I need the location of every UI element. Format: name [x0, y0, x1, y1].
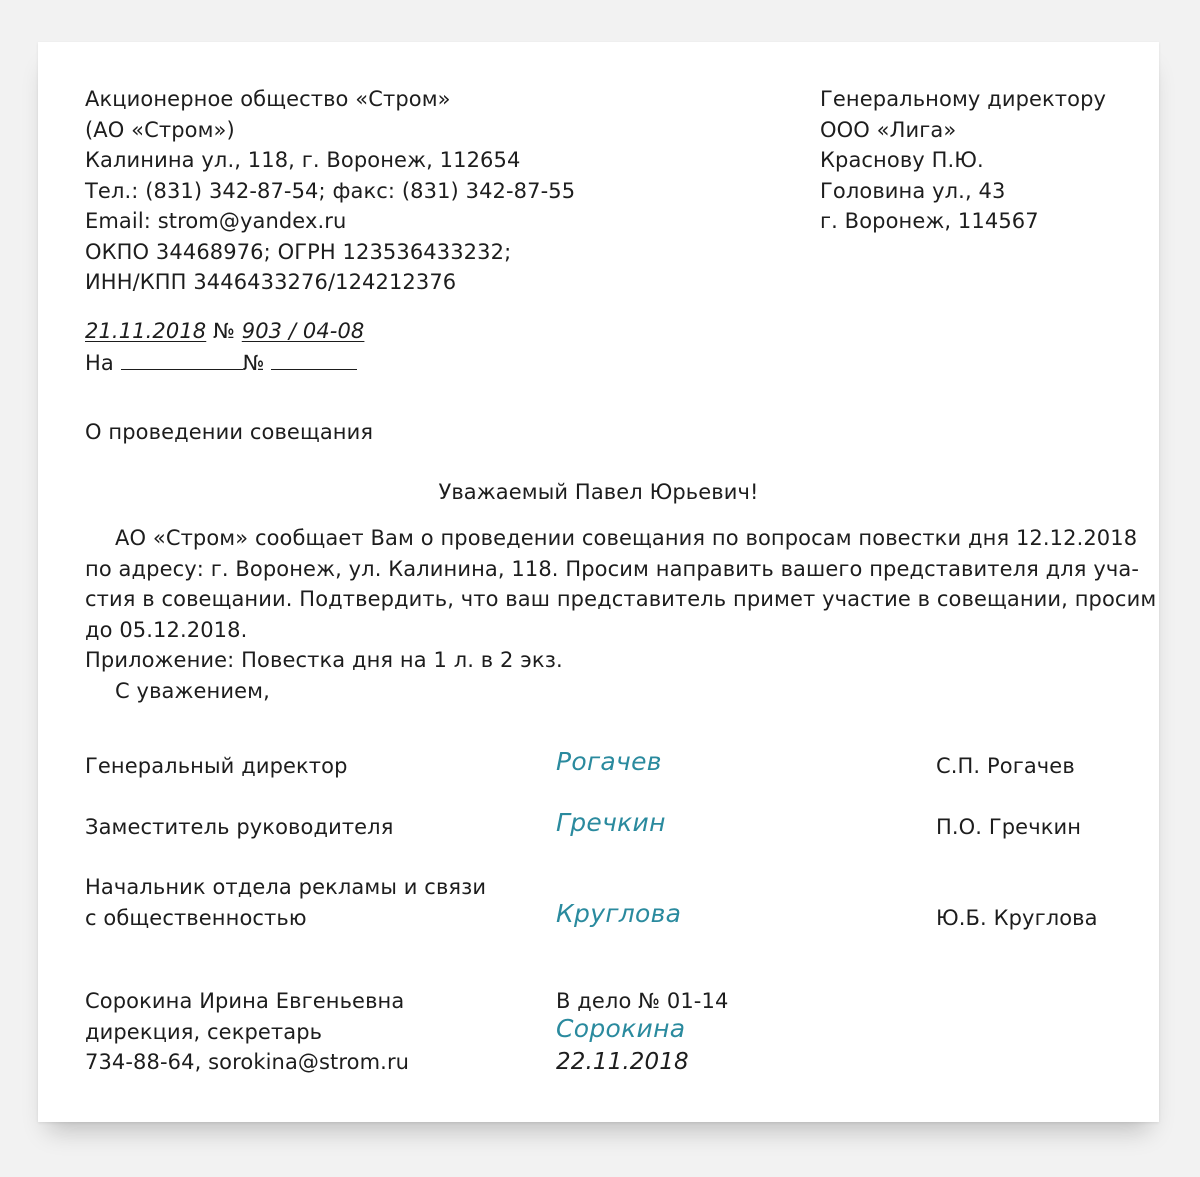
handwritten-signature: Рогачев: [556, 747, 662, 776]
signer-position-line: Начальник отдела рекламы и связи: [85, 875, 487, 899]
executor-line: дирекция, секретарь: [85, 1019, 323, 1044]
sender-line: (АО «Стром»): [85, 117, 235, 142]
subject: О проведении совещания: [85, 420, 374, 444]
number-sign: №: [213, 319, 235, 343]
reply-date-blank: [121, 347, 243, 370]
salutation: Уважаемый Павел Юрьевич!: [438, 480, 759, 504]
registration-number: 903 / 04-08: [241, 319, 365, 343]
recipient-line: Краснову П.Ю.: [820, 148, 984, 172]
signer-name: П.О. Гречкин: [936, 815, 1082, 839]
signer-position: Заместитель руководителя: [85, 815, 394, 839]
filing-signature: Сорокина: [556, 1014, 686, 1043]
signer-position-line: с общественностью: [85, 905, 307, 930]
closing-line: С уважением,: [115, 678, 270, 703]
sender-line: Акционерное общество «Стром»: [85, 87, 451, 111]
signer-position: [85, 872, 486, 933]
signer-name: Ю.Б. Круглова: [936, 906, 1098, 930]
handwritten-signature: Круглова: [556, 899, 682, 928]
sender-line: ОКПО 34468976; ОГРН 123536433232;: [85, 239, 512, 264]
attachment-line: Приложение: Повестка дня на 1 л. в 2 экз.: [85, 648, 563, 672]
executor-block: [85, 986, 409, 1078]
sender-line: Тел.: (831) 342-87-54; факс: (831) 342-87-55: [85, 178, 576, 203]
executor-line: Сорокина Ирина Евгеньевна: [85, 989, 405, 1013]
body-line: до 05.12.2018.: [85, 617, 248, 642]
body-line: стия в совещании. Подтвердить, что ваш представитель примет участие в совещании, просим: [85, 587, 1157, 611]
recipient-line: Головина ул., 43: [820, 178, 1006, 203]
body-line: АО «Стром» сообщает Вам о проведении совещания по вопросам повестки дня 12.12.2018: [115, 526, 1138, 550]
body-line: по адресу: г. Воронеж, ул. Калинина, 118. Просим направить вашего представителя для уча-: [85, 556, 1140, 581]
reply-prefix: На: [85, 351, 114, 375]
filing-note: В дело № 01-14: [556, 989, 729, 1013]
recipient-line: г. Воронеж, 114567: [820, 209, 1039, 233]
sender-line: ИНН/КПП 3446433276/124212376: [85, 270, 457, 294]
filing-date: 22.11.2018: [556, 1049, 689, 1075]
registration-line: [85, 316, 364, 347]
sender-block: [85, 84, 575, 298]
sender-line: Калинина ул., 118, г. Воронеж, 112654: [85, 148, 521, 172]
sender-line: Email: strom@yandex.ru: [85, 209, 347, 233]
registration-date: 21.11.2018: [85, 319, 207, 343]
recipient-line: Генеральному директору: [820, 87, 1107, 111]
letter-sheet: [38, 42, 1159, 1122]
executor-line: 734-88-64, sorokina@strom.ru: [85, 1050, 410, 1074]
reply-line: [85, 347, 357, 379]
handwritten-signature: Гречкин: [556, 808, 666, 837]
signer-name: С.П. Рогачев: [936, 754, 1075, 778]
recipient-line: ООО «Лига»: [820, 117, 957, 142]
recipient-block: [820, 84, 1106, 237]
reply-number-sign: №: [242, 351, 265, 375]
reply-number-blank: [271, 347, 357, 370]
letter-body: [85, 523, 1156, 706]
signer-position: Генеральный директор: [85, 754, 348, 778]
